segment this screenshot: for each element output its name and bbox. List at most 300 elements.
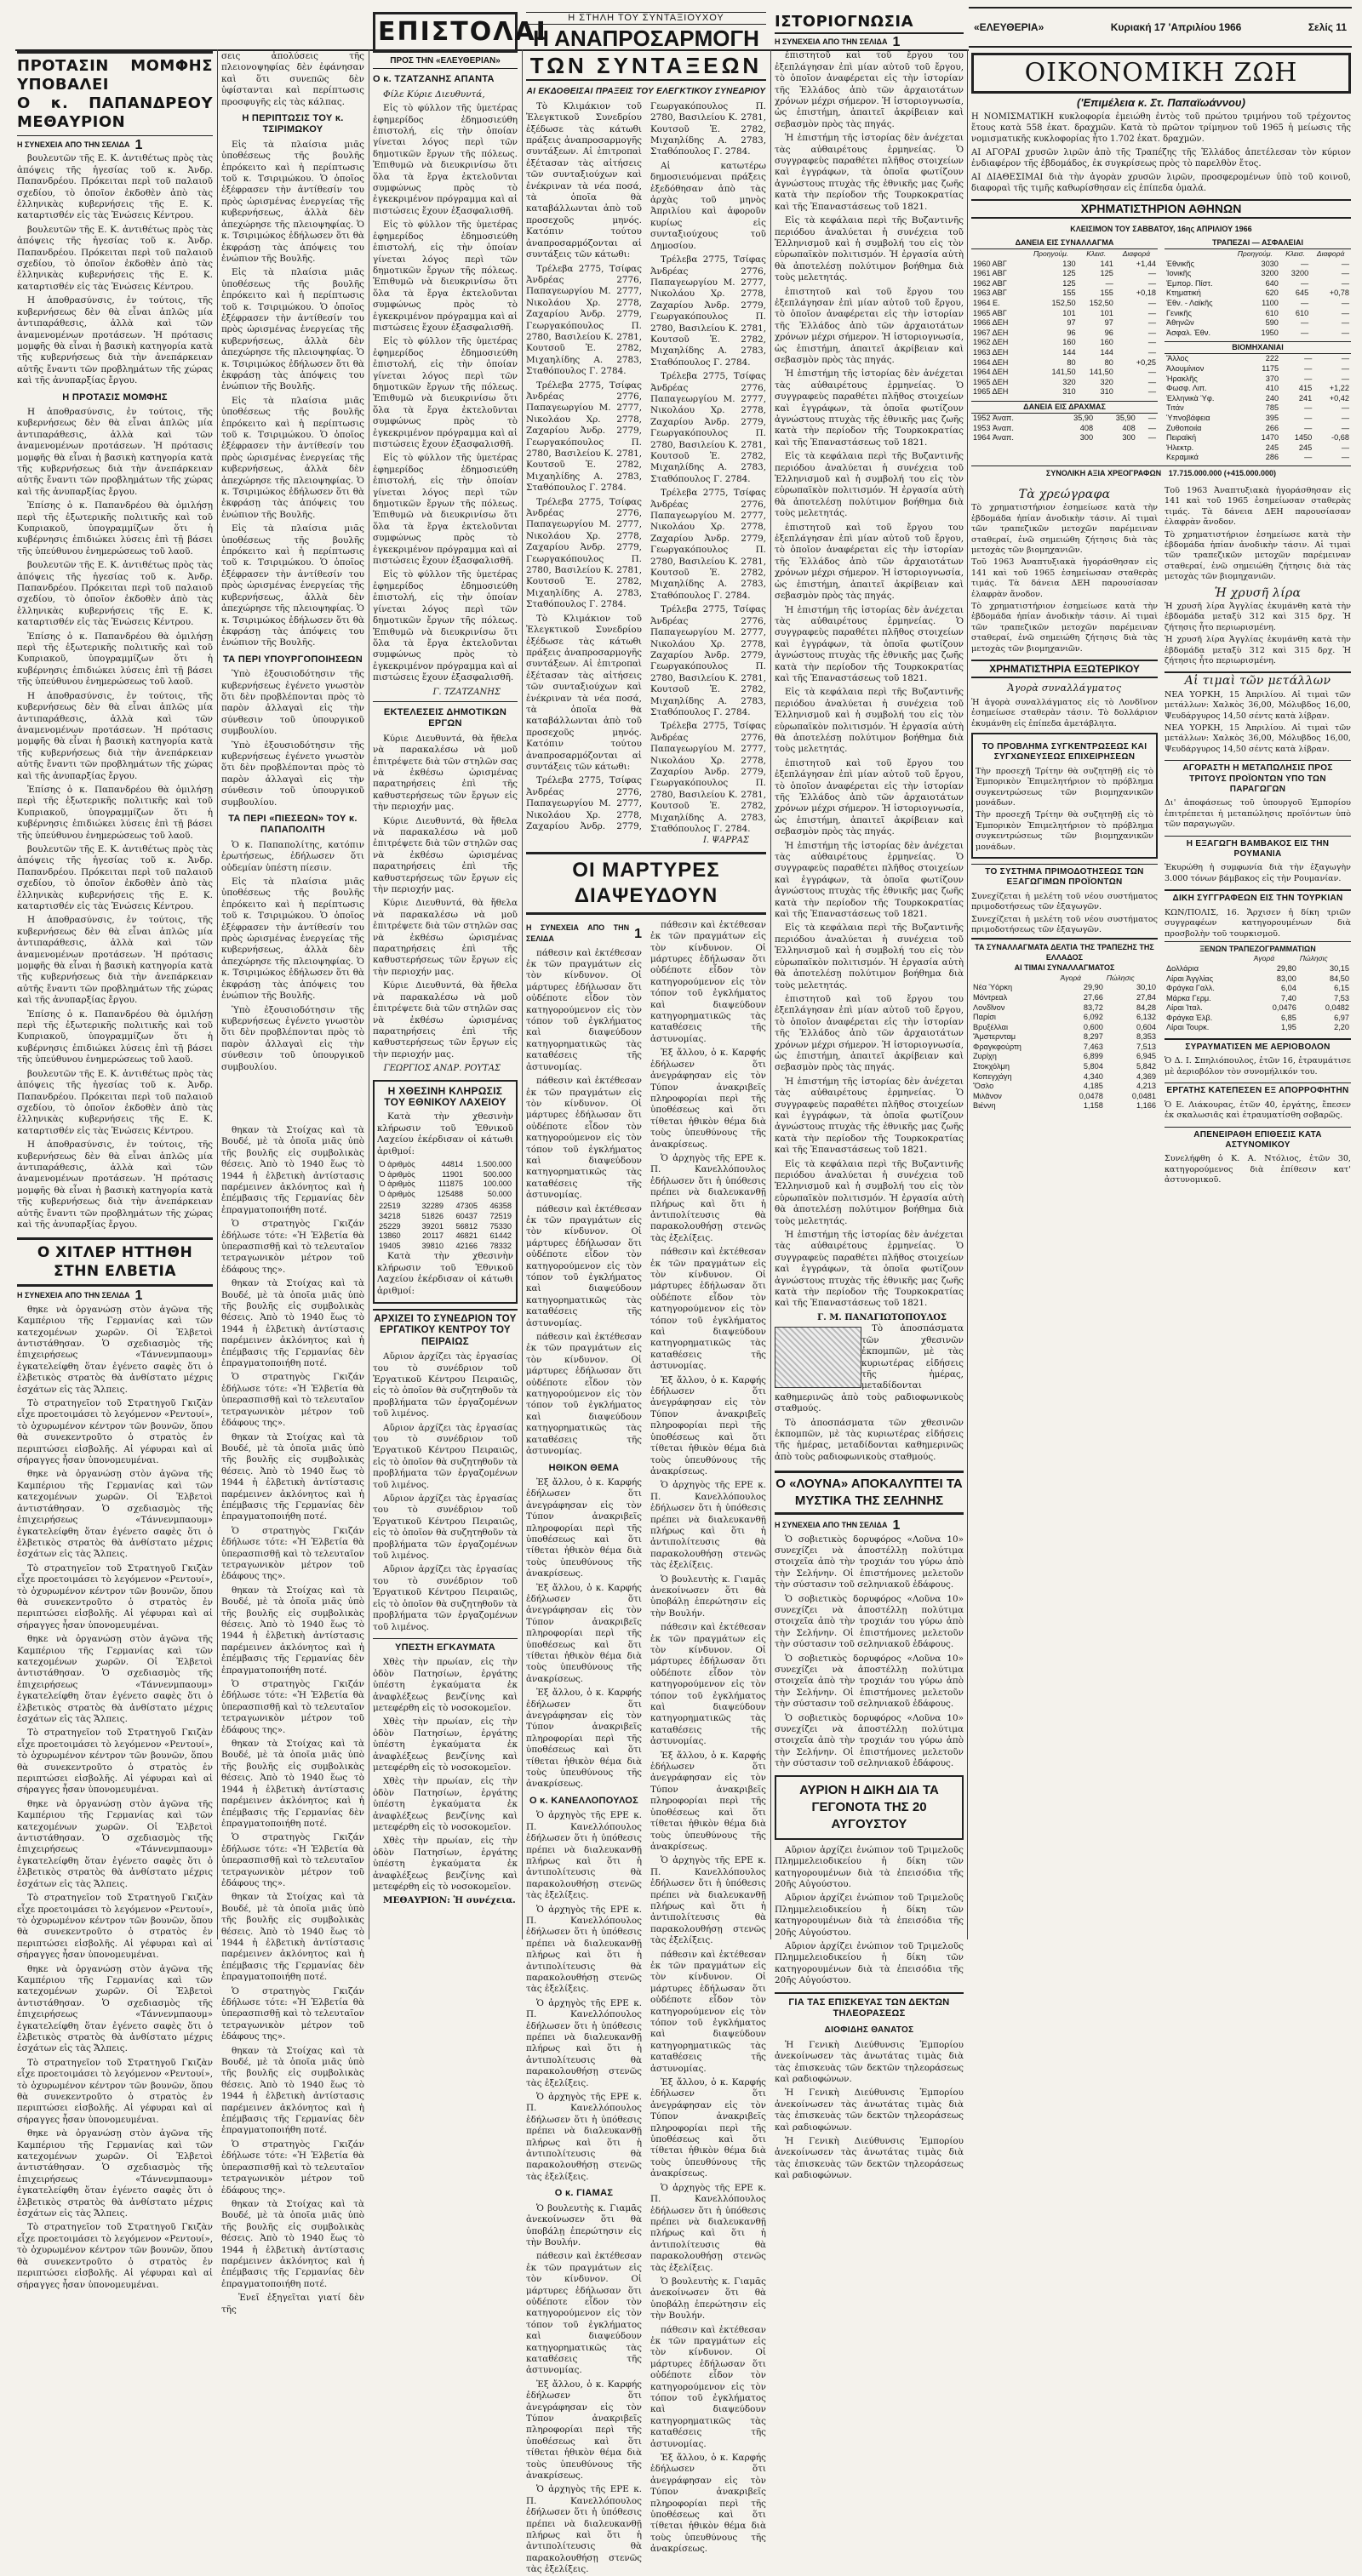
bank-row — [1165, 318, 1351, 328]
table-cell: +1,22 — [1329, 384, 1349, 393]
table-cell: 286 — [1265, 453, 1279, 462]
article-paragraph: βουλευτῶν τῆς Ε. Κ. ἀντιθέτως πρὸς τὰς ἀπόψεις τῆς ἡγεσίας τοῦ κ. Ἀνδρ. Παπανδρέου. Πρόκειται περὶ τοῦ παλαιοῦ σχεδίου, τὸ ὁποῖον ἐκδοθὲν ἀπὸ τὰς ἑλληνικὰς κυβερνήσεις τῆς Ε. Κ. καταρτισθέν εἰς τὰς Ἑνώσεις Κέντρου. — [17, 560, 213, 628]
table-header-cell: Διαφορά — [1122, 249, 1151, 258]
cotton-export-title: Η ΕΞΑΓΩΓΗ ΒΑΜΒΑΚΟΣ ΕΙΣ ΤΗΝ ΡΟΥΜΑΝΙΑ — [1165, 836, 1351, 860]
table-cell: 39810 — [421, 1241, 444, 1250]
table-cell: 39201 — [421, 1221, 444, 1231]
table-cell: 1961 ΑΒΓ — [973, 269, 1007, 278]
table-cell: 60437 — [455, 1211, 478, 1220]
loans-title: ΔΑΝΕΙΑ ΕΙΣ ΣΥΝΑΛΛΑΓΜΑ — [971, 237, 1158, 249]
table-cell: 1175 — [1262, 363, 1279, 373]
table-cell: -0,68 — [1331, 433, 1349, 443]
table-cell: Φωσφ. Λιπ. — [1166, 384, 1207, 393]
economy-paragraph: Ὁ Ε. Λιάκουρας, ἐτῶν 40, ἐργάτης, ἔπεσεν ἐκ σκαλωσιᾶς καὶ ἐτραυματίσθη σοβαρῶς. — [1165, 1100, 1351, 1121]
loan-row — [971, 260, 1158, 270]
table-cell: 3030 — [1261, 259, 1279, 268]
continued-from-note: Η ΣΥΝΕΧΕΙΑ ΑΠΟ ΤΗΝ ΣΕΛΙΔΑ 1 — [17, 138, 143, 152]
fx-row — [971, 1052, 1158, 1062]
economy-lower — [971, 484, 1351, 1188]
table-cell: Βιέννη — [973, 1101, 996, 1111]
table-cell: 29,80 — [1276, 963, 1296, 973]
article-paragraph: Ὁ ἀρχηγὸς τῆς ΕΡΕ κ. Π. Κανελλόπουλος ἐδήλωσεν ὅτι ἡ ὑπόθεσις πρέπει νὰ διαλευκανθῇ πλήρως καὶ ὅτι ἡ ἀντιπολίτευσις θὰ παρακολουθήσῃ στενῶς τὰς ἐξελίξεις. — [526, 1810, 642, 1901]
table-cell: Ἐθν. - Λαϊκῆς — [1166, 298, 1213, 307]
table-header-cell: Κλεισ. — [1285, 249, 1306, 258]
table-cell: 160 — [1100, 338, 1113, 347]
table-cell: 0,0481 — [1131, 1091, 1156, 1100]
turnover-label: ΣΥΝΟΛΙΚΗ ΑΞΙΑ ΧΡΕΟΓΡΑΦΩΝ — [1045, 468, 1162, 477]
table-cell: Γενικῆς — [1166, 308, 1192, 317]
table-cell: Μόντρεαλ — [973, 992, 1008, 1002]
table-cell: Νέα Ὑόρκη — [973, 983, 1013, 992]
table-cell: 7,53 — [1334, 993, 1349, 1002]
subheading: ΤΑ ΠΕΡΙ «ΠΙΕΣΕΩΝ» ΤΟΥ κ. ΠΑΠΑΠΟΛΙΤΗ — [228, 814, 358, 836]
economy-title: ΟΙΚΟΝΟΜΙΚΗ ΖΩΗ — [1024, 58, 1298, 88]
gold-title: Ἡ χρυσῆ λίρα — [1214, 585, 1302, 600]
fx-row — [971, 1003, 1158, 1014]
table-cell: 78332 — [489, 1241, 512, 1250]
fx-market-title: Ἀγορὰ συναλλάγματος — [1007, 683, 1122, 694]
table-cell: 370 — [1265, 374, 1279, 383]
fx-row — [971, 1013, 1158, 1023]
fx-subtitle: ΑΙ ΤΙΜΑΙ ΣΥΝΑΛΛΑΓΜΑΤΟΣ — [1014, 963, 1115, 973]
table-cell: 3200 — [1261, 269, 1279, 278]
table-cell: 1965 ΔΕΗ — [973, 377, 1009, 386]
table-cell: 610 — [1295, 308, 1309, 317]
table-header-cell: Πώλησις — [1106, 973, 1135, 982]
article-paragraph: Αὔριον ἀρχίζει ἐνώπιον τοῦ Τριμελοῦς Πλημμελειοδικείου ἡ δίκη τῶν κατηγορουμένων διὰ τὰ ἐπεισόδια τῆς 20ῆς Αὐγούστου. — [775, 1893, 964, 1938]
table-cell: 46358 — [489, 1202, 512, 1211]
table-cell: — — [1341, 269, 1349, 278]
article-paragraph: Αὔριον ἀρχίζει τὰς ἐργασίας του τὸ συνέδριον τοῦ Ἐργατικοῦ Κέντρου Πειραιῶς, εἰς τὸ ὁποῖον θὰ συζητηθοῦν τὰ προβλήματα τῶν ἐργαζομένων τοῦ λιμένος. — [373, 1564, 518, 1632]
article-paragraph: πάθεσιν καὶ ἐκτέθεσαν ἐκ τῶν πραγμάτων εἰς τὸν κίνδυνον. Οἱ μάρτυρες ἐδήλωσαν ὅτι οὐδέποτε εἶδον τὸν κατηγορούμενον εἰς τὸν τόπον τοῦ ἐγκλήματος καὶ διαψεύδουν κατηγορηματικῶς τὰς καταθέσεις τῆς ἀστυνομίας. — [650, 1247, 766, 1372]
table-cell: — — [1147, 368, 1156, 377]
economy-paragraph: Ὁ Δ. Ι. Σπηλιόπουλος, ἐτῶν 16, ἐτραυμάτισε μὲ ἀεριοβόλον τὸν συνομήλικόν του. — [1165, 1056, 1351, 1077]
lottery-title: Η ΧΘΕΣΙΝΗ ΚΛΗΡΩΣΙΣ ΤΟΥ ΕΘΝΙΚΟΥ ΛΑΧΕΙΟΥ — [384, 1084, 506, 1108]
table-cell: 408 — [1122, 423, 1136, 432]
table-cell: 2,20 — [1334, 1023, 1349, 1032]
table-header-cell — [1165, 954, 1252, 964]
table-cell: 72519 — [489, 1211, 512, 1220]
table-cell: 11901 — [442, 1169, 464, 1179]
table-cell: — — [1301, 259, 1309, 268]
table-cell: 96 — [1104, 328, 1113, 337]
bank-row — [1165, 260, 1351, 270]
table-header-row — [1165, 249, 1351, 260]
article-paragraph: Τρέλεβα 2775, Τσίφας Ἀνδρέας 2776, Παπαγεωργίου Μ. 2777, Νικολάου Χρ. 2778, Ζαχαρίου Ἀνδρ. 2779, Γεωργακόπουλος Π. 2780, Βασιλείου Κ. 2781, Κουτσοῦ Ἐ. 2782, Μιχαηλίδης Α. 2783, Σταθόπουλος Γ. 2784. — [526, 496, 642, 610]
article-paragraph: Εἰς τὸ φύλλον τῆς ὑμετέρας ἐφημερίδος ἐδημοσιεύθη ἐπιστολή, εἰς τὴν ὁποίαν γίνεται λόγος περὶ τῶν δημοτικῶν ἔργων τῆς πόλεως. Ἐπιθυμῶ νὰ διευκρινίσω ὅτι ὅλα τὰ ἔργα ἐκτελοῦνται συμφώνως πρὸς τὸ ἐγκεκριμένον πρόγραμμα καὶ αἱ πιστώσεις ἔχουν ἐξασφαλισθῆ. — [373, 336, 518, 449]
table-cell: 141,50 — [1051, 368, 1076, 377]
foreign-exchanges-title: ΧΡΗΜΑΤΙΣΤΗΡΙΑ ΕΞΩΤΕΡΙΚΟΥ — [971, 660, 1158, 678]
article-paragraph: Αὔριον ἀρχίζει τὰς ἐργασίας του τὸ συνέδριον τοῦ Ἐργατικοῦ Κέντρου Πειραιῶς, εἰς τὸ ὁποῖον θὰ συζητηθοῦν τὰ προβλήματα τῶν ἐργαζομένων τοῦ λιμένος. — [373, 1494, 518, 1562]
witnesses-body — [526, 920, 766, 2576]
pensioner-kicker: Η ΣΤΗΛΗ ΤΟΥ ΣΥΝΤΑΞΙΟΥΧΟΥ — [526, 12, 766, 25]
table-cell: 97 — [1104, 318, 1113, 328]
article-paragraph: Ἡ ἐπιστήμη τῆς ἱστορίας δὲν ἀνέχεται τὰς αὐθαιρέτους ἑρμηνείας. Ὁ συγγραφεὺς παραθέτει πλῆθος στοιχείων καὶ ἐγγράφων, τὰ ὁποῖα φωτίζουν ἀγνώστους πτυχὰς τῆς ἐθνικῆς μας ζωῆς κατὰ τὴν περίοδον τῆς Τουρκοκρατίας καὶ τῆς Ἐπαναστάσεως τοῦ 1821. — [775, 133, 964, 212]
table-cell: 1962 ΔΕΗ — [973, 338, 1009, 347]
article-paragraph: Εἰς τὰ πλαίσια μιᾶς ὑποθέσεως τῆς βουλῆς ἐπρόκειτο καὶ ἡ περίπτωσις τοῦ κ. Τσιριμώκου. Ὁ ὁποῖος ἐξέφρασεν τὴν ἀντίθεσίν του πρὸς ὡρισμένας ἐνεργείας τῆς κυβερνήσεως, ἀλλὰ δὲν ἀπεχώρησε τῆς πλειοψηφίας. Ὁ κ. Τσιριμώκος ἐδήλωσεν ὅτι θὰ ἐκφράσῃ τὰς ἀπόψεις του ἐνώπιον τῆς Βουλῆς. — [221, 395, 364, 520]
table-cell: — — [1341, 318, 1349, 328]
column-rule — [770, 49, 771, 1939]
economy-editor: ('Επιμέλεια κ. Στ. Παπαϊωάννου) — [1077, 96, 1245, 109]
headline-witnesses-deny: ΟΙ ΜΑΡΤΥΡΕΣ ΔΙΑΨΕΥΔΟΥΝ — [572, 858, 720, 907]
article-paragraph: Ὁ βουλευτὴς κ. Γιαμᾶς ἀνεκοίνωσεν ὅτι θὰ ὑποβάλῃ ἐπερώτησιν εἰς τὴν Βουλήν. — [650, 1574, 766, 1619]
economy-paragraph: Ἡ χρυσῆ λίρα Ἀγγλίας ἐκυμάνθη κατὰ τὴν ἑβδομάδα μεταξὺ 312 καὶ 315 δρχ. Ἡ ζήτησις ἦτο περιωρισμένη. — [1165, 601, 1351, 632]
table-cell: 1962 ΑΒΓ — [973, 278, 1007, 288]
article-paragraph: θηκε νὰ ὀργανώσῃ στὸν ἀγῶνα τῆς Καμπέριου τῆς Γερμανίας καὶ τῶν κατεχομένων χωρῶν. Οἱ Ἐλβετοὶ ἀντιστάθησαν. Ὁ σχεδιασμὸς τῆς ἐπιχειρήσεως «Τάννενμπαουμ» ἐγκατελείφθη ὅταν ἐγένετο σαφὲς ὅτι ὁ ἐλβετικὸς στρατὸς θὰ ἀνθίστατο μέχρις ἐσχάτων εἰς τὰς Ἄλπεις. — [17, 1963, 213, 2054]
article-paragraph: Ὁ ἀρχηγὸς τῆς ΕΡΕ κ. Π. Κανελλόπουλος ἐδήλωσεν ὅτι ἡ ὑπόθεσις πρέπει νὰ διαλευκανθῇ πλήρως καὶ ὅτι ἡ ἀντιπολίτευσις θὰ παρακολουθήσῃ στενῶς τὰς ἐξελίξεις. — [650, 2182, 766, 2273]
table-cell: 1,158 — [1083, 1101, 1103, 1111]
table-cell: 130 — [1062, 259, 1076, 268]
article-paragraph: Εἰς τὰ κεφάλαια περὶ τῆς Βυζαντινῆς περιόδου ἀναλύεται ἡ συνέχεια τοῦ Ἑλληνισμοῦ καὶ ἡ συμβολή του εἰς τὸν εὐρωπαϊκὸν πολιτισμόν. Ἡ ἐργασία αὐτὴ θὰ ἀποτελέσῃ πολύτιμον βοήθημα διὰ τοὺς μελετητάς. — [775, 1158, 964, 1226]
table-cell: — — [1341, 328, 1349, 337]
bank-row — [1165, 299, 1351, 309]
table-cell: — — [1304, 374, 1313, 383]
article-paragraph: θηκαν τὰ Στοίχας καὶ τὰ Βουδέ, μὲ τὰ ὁποῖα μιᾶς ὑπὸ τῆς βουλῆς εἰς συμβολικὰς θέσεις. Ἀπὸ τὸ 1940 ἕως τὸ 1944 ἡ ἐλβετικὴ ἀντίστασις παρέμεινεν ἀκλόνητος καὶ ἡ ἐπέμβασις τῆς Γερμανίας δὲν ἐπραγματοποιήθη ποτέ. — [221, 1278, 364, 1369]
letter-title: ΕΚΤΕΛΕΣΕΙΣ ΔΗΜΟΤΙΚΩΝ ΕΡΓΩΝ — [383, 706, 507, 729]
table-cell: Ζυρίχη — [973, 1052, 997, 1061]
table-cell: 125 — [1062, 269, 1076, 278]
table-cell: — — [1304, 403, 1313, 413]
footer-note: Ἐνεῖ ἐξηγεῖται γιατί δὲν τῆς — [221, 2293, 364, 2315]
fx-table — [971, 974, 1158, 1111]
continued-from-note: Η ΣΥΝΕΧΕΙΑ ΑΠΟ ΤΗΝ ΣΕΛΙΔΑ 1 — [17, 1288, 143, 1304]
article-paragraph: Ἡ ἐπιστήμη τῆς ἱστορίας δὲν ἀνέχεται τὰς αὐθαιρέτους ἑρμηνείας. Ὁ συγγραφεὺς παραθέτει πλῆθος στοιχείων καὶ ἐγγράφων, τὰ ὁποῖα φωτίζουν ἀγνώστους πτυχὰς τῆς ἐθνικῆς μας ζωῆς κατὰ τὴν περίοδον τῆς Τουρκοκρατίας καὶ τῆς Ἐπαναστάσεως τοῦ 1821. — [775, 1230, 964, 1309]
table-cell: 1963 ΔΕΗ — [973, 347, 1009, 357]
headline-trial: ΑΥΡΙΟΝ Η ΔΙΚΗ ΔΙΑ ΤΑ ΓΕΓΟΝΟΤΑ ΤΗΣ 20 ΑΥΓΟΥΣΤΟΥ — [799, 1782, 939, 1831]
industry-row — [1165, 443, 1351, 454]
article-paragraph: Η ἀποθρασύνσις, ἐν τούτοις, τῆς κυβερνήσεως δὲν θὰ εἶναι ἁπλῶς μία ἀντιπαράθεσις, ἀλλὰ καὶ τῶν ἀναμενομένων προτάσεων. Ἡ πρότασις μομφῆς θὰ εἶναι ἡ βασικὴ κατηγορία κατὰ τῆς κυβερνήσεως διὰ τὴν ἀνεπάρκειαν αὐτῆς ἔναντι τῶν προβλημάτων τῆς χώρας καὶ τῆς ἀνυπαρξίας ἔργου. — [17, 690, 213, 781]
economy-paragraph: Η ΝΟΜΙΣΜΑΤΙΚΗ κυκλοφορία ἐμειώθη ἐντὸς τοῦ πρώτου τριμήνου τοῦ τρέχοντος ἔτους κατὰ 558 ἑκατ. δραχμῶν. Κατὰ τὸ πρῶτον τρίμηνον τοῦ 1965 ἡ μείωσις τῆς νομισματικῆς κυκλοφορίας ἦτο 1.702 ἑκατ. δραχμῶν. — [971, 112, 1351, 144]
table-cell: 1,95 — [1280, 1023, 1296, 1032]
article-paragraph: θηκαν τὰ Στοίχας καὶ τὰ Βουδέ, μὲ τὰ ὁποῖα μιᾶς ὑπὸ τῆς βουλῆς εἰς συμβολικὰς θέσεις. Ἀπὸ τὸ 1940 ἕως τὸ 1944 ἡ ἐλβετικὴ ἀντίστασις παρέμεινεν ἀκλόνητος καὶ ἡ ἐπέμβασις τῆς Γερμανίας δὲν ἐπραγματοποιήθη ποτέ. — [221, 1124, 364, 1215]
table-cell: Μάρκα Γερμ. — [1166, 993, 1211, 1002]
table-cell: 1.500.000 — [477, 1159, 512, 1168]
table-cell: Ἠλεκτρ. — [1166, 443, 1194, 452]
article-paragraph: Ἐξ ἄλλου, ὁ κ. Καρφής ἐδήλωσεν ὅτι ἀνεγράφησαν εἰς τὸν Τύπον ἀνακριβεῖς πληροφορίαι περὶ τῆς ὑποθέσεως καὶ ὅτι τίθεται ἠθικὸν θέμα διὰ τοὺς ὑπευθύνους τῆς ἀνακρίσεως. — [526, 1582, 642, 1684]
table-cell: Δολλάρια — [1166, 963, 1199, 973]
table-cell: 34218 — [379, 1211, 401, 1220]
table-cell: Κεραμικά — [1166, 453, 1199, 462]
loans-table — [971, 249, 1158, 397]
table-cell: 266 — [1265, 423, 1279, 432]
table-cell: — — [1341, 413, 1349, 422]
table-cell: 7,40 — [1280, 993, 1296, 1002]
industry-table — [1165, 354, 1351, 463]
table-cell: Ὁ ἀριθμὸς — [379, 1169, 415, 1179]
table-cell: Παρίσι — [973, 1013, 996, 1022]
table-cell: 1960 ΑΒΓ — [973, 259, 1007, 268]
table-cell: 19405 — [379, 1241, 401, 1250]
article-paragraph: πάθεσιν καὶ ἐκτέθεσαν ἐκ τῶν πραγμάτων εἰς τὸν κίνδυνον. Οἱ μάρτυρες ἐδήλωσαν ὅτι οὐδέποτε εἶδον τὸν κατηγορούμενον εἰς τὸν τόπον τοῦ ἐγκλήματος καὶ διαψεύδουν κατηγορηματικῶς τὰς καταθέσεις τῆς ἀστυνομίας. — [650, 1622, 766, 1747]
table-cell: Ἰονικῆς — [1166, 269, 1192, 278]
loan-row — [971, 318, 1158, 328]
worker-fall-title: ΕΡΓΑΤΗΣ ΚΑΤΕΠΕΣΕΝ ΕΞ ΑΠΟΡΡΟΦΗΤΗΝ — [1165, 1082, 1351, 1096]
article-paragraph: θηκαν τὰ Στοίχας καὶ τὰ Βουδέ, μὲ τὰ ὁποῖα μιᾶς ὑπὸ τῆς βουλῆς εἰς συμβολικὰς θέσεις. Ἀπὸ τὸ 1940 ἕως τὸ 1944 ἡ ἐλβετικὴ ἀντίστασις παρέμεινεν ἀκλόνητος καὶ ἡ ἐπέμβασις τῆς Γερμανίας δὲν ἐπραγματοποιήθη ποτέ. — [221, 1585, 364, 1676]
table-cell: 6,04 — [1280, 984, 1296, 993]
table-header-cell: Ἀγορά — [1253, 954, 1275, 963]
article-paragraph: Ἐξ ἄλλου, ὁ κ. Καρφής ἐδήλωσεν ὅτι ἀνεγράφησαν εἰς τὸν Τύπον ἀνακριβεῖς πληροφορίαι περὶ τῆς ὑποθέσεως καὶ ὅτι τίθεται ἠθικὸν θέμα διὰ τοὺς ὑπευθύνους τῆς ἀνακρίσεως. — [650, 1374, 766, 1476]
article-paragraph: Ὑπὸ ἐξουσιοδότησιν τῆς κυβερνήσεως ἐγένετο γνωστὸν ὅτι δὲν προβλέπονται πρὸς τὸ παρὸν ἀλλαγαὶ εἰς τὴν σύνθεσιν τοῦ ὑπουργικοῦ συμβουλίου. — [221, 669, 364, 737]
table-cell: 7,463 — [1083, 1042, 1103, 1051]
article-paragraph: Ὁ στρατηγὸς Γκιζάν ἐδήλωσε τότε: «Ἡ Ἐλβετία θὰ ὑπερασπισθῇ καὶ τὸ τελευταῖον τετραγωνικὸν μέτρον τοῦ ἐδάφους της». — [221, 1985, 364, 2042]
article-paragraph: Ὁ σοβιετικὸς δορυφόρος «Λοῦνα 10» συνεχίζει νὰ ἀποστέλλῃ πολύτιμα στοιχεῖα ἀπὸ τὴν τροχιάν του γύρω ἀπὸ τὴν Σελήνην. Οἱ ἐπιστήμονες μελετοῦν τὴν σύστασιν τοῦ σεληνιακοῦ ἐδάφους. — [775, 1534, 964, 1591]
table-cell: — — [1147, 433, 1156, 443]
banknotes-table — [1165, 954, 1351, 1033]
table-cell: +0,42 — [1329, 393, 1349, 403]
article-signature: Γ. Μ. ΠΑΝΑΓΙΩΤΟΠΟΥΛΟΣ — [817, 1312, 947, 1322]
table-cell: — — [1147, 298, 1156, 307]
industry-row — [1165, 354, 1351, 364]
fx-row — [971, 1082, 1158, 1092]
table-cell: 42166 — [455, 1241, 478, 1250]
article-paragraph: βουλευτῶν τῆς Ε. Κ. ἀντιθέτως πρὸς τὰς ἀπόψεις τῆς ἡγεσίας τοῦ κ. Ἀνδρ. Παπανδρέου. Πρόκειται περὶ τοῦ παλαιοῦ σχεδίου, τὸ ὁποῖον ἐκδοθὲν ἀπὸ τὰς ἑλληνικὰς κυβερνήσεις τῆς Ε. Κ. καταρτισθέν εἰς τὰς Ἑνώσεις Κέντρου. — [17, 153, 213, 221]
metals-title: Αἱ τιμαὶ τῶν μετάλλων — [1165, 671, 1351, 686]
economy-paragraph: Τοῦ 1963 Ἀναπτυξιακὰ ἠγοράσθησαν εἰς 141 καὶ τοῦ 1965 ἐσημείωσαν σταθερὰς τιμάς. Τὰ δάνεια ΔΕΗ παρουσίασαν ἐλαφρὰν ἄνοδον. — [1165, 485, 1351, 528]
bonds-title: Τὰ χρεώγραφα — [1018, 487, 1111, 501]
table-cell: Ὁ ἀριθμὸς — [379, 1189, 415, 1198]
table-cell: 111875 — [438, 1179, 464, 1189]
table-cell: Ἄμστερνταμ — [973, 1032, 1016, 1042]
table-cell: 22519 — [379, 1202, 401, 1211]
table-cell: 245 — [1298, 443, 1313, 452]
continued-from-note: Η ΣΥΝΕΧΕΙΑ ΑΠΟ ΤΗΝ ΣΕΛΙΔΑ 1 — [775, 35, 901, 49]
article-paragraph: Χθὲς τὴν πρωίαν, εἰς τὴν ὁδὸν Πατησίων, ἐργάτης ὑπέστη ἐγκαύματα ἐκ ἀναφλέξεως βενζίνης καὶ μετεφέρθη εἰς τὸ νοσοκομεῖον. — [373, 1716, 518, 1773]
article-paragraph: Ὁ σοβιετικὸς δορυφόρος «Λοῦνα 10» συνεχίζει νὰ ἀποστέλλῃ πολύτιμα στοιχεῖα ἀπὸ τὴν τροχιάν του γύρω ἀπὸ τὴν Σελήνην. Οἱ ἐπιστήμονες μελετοῦν τὴν σύστασιν τοῦ σεληνιακοῦ ἐδάφους. — [775, 1653, 964, 1710]
table-cell: — — [1341, 403, 1349, 413]
fx-row — [971, 983, 1158, 993]
article-paragraph: ἐπιστητοῦ καὶ τοῦ ἔργου του ἐξεπλάγησαν ἐπὶ μίαν αὐτοῦ τοῦ ἔργου, τὸ ὁποῖον ἀναφέρεται εἰς τὴν ἱστορίαν τῆς Ἑλλάδος ἀπὸ τῶν ἀρχαιοτάτων χρόνων μέχρι σήμερον. Ἡ ἱστοριογνωσία, ὡς ἐπιστήμη, ἀπαιτεῖ ἀκρίβειαν καὶ σεβασμὸν πρὸς τὰς πηγάς. — [775, 50, 964, 129]
table-cell: Πειραϊκή — [1166, 433, 1197, 443]
table-cell: — — [1147, 423, 1156, 432]
banknote-row — [1165, 1014, 1351, 1024]
article-paragraph: Ὁ ἀρχηγὸς τῆς ΕΡΕ κ. Π. Κανελλόπουλος ἐδήλωσεν ὅτι ἡ ὑπόθεσις πρέπει νὰ διαλευκανθῇ πλήρως καὶ ὅτι ἡ ἀντιπολίτευσις θὰ παρακολουθήσῃ στενῶς τὰς ἐξελίξεις. — [526, 1997, 642, 2088]
bank-row — [1165, 269, 1351, 279]
lottery-row — [377, 1190, 513, 1200]
article-paragraph: Τὸ ἀποσπάσματα τῶν χθεσινῶν ἐκπομπῶν, μὲ τὰς κυριωτέρας εἰδήσεις τῆς ἡμέρας, μεταδίδονται καθημερινῶς ἀπὸ τοὺς ραδιοφωνικοὺς σταθμούς. — [775, 1323, 964, 1414]
table-cell: 0,0482 — [1325, 1003, 1349, 1013]
table-cell: 30,10 — [1136, 983, 1156, 992]
economy-paragraph: Ἡ ἀγορὰ συναλλάγματος εἰς τὸ Λονδῖνον ἐσημείωσε σταθερὰν τάσιν. Τὸ δολλάριον ἐκυμάνθη εἰς ἐπίπεδα ἀμετάβλητα. — [971, 697, 1158, 728]
table-cell: 100.000 — [483, 1179, 512, 1189]
table-cell: — — [1147, 308, 1156, 317]
table-cell: +1,44 — [1136, 259, 1156, 268]
fx-row — [971, 1072, 1158, 1082]
table-cell: — — [1301, 298, 1309, 307]
table-cell: Ὄσλο — [973, 1082, 994, 1091]
issue-date: Κυριακή 17 'Απριλίου 1966 — [1110, 21, 1242, 33]
column-5 — [775, 12, 964, 2181]
article-paragraph: Εἰς τὰ κεφάλαια περὶ τῆς Βυζαντινῆς περιόδου ἀναλύεται ἡ συνέχεια τοῦ Ἑλληνισμοῦ καὶ ἡ συμβολή του εἰς τὸν εὐρωπαϊκὸν πολιτισμόν. Ἡ ἐργασία αὐτὴ θὰ ἀποτελέσῃ πολύτιμον βοήθημα διὰ τοὺς μελετητάς. — [775, 215, 964, 283]
table-cell: 310 — [1100, 387, 1113, 397]
premium-system-title: ΤΟ ΣΥΣΤΗΜΑ ΠΡΙΜΟΔΟΤΗΣΕΩΣ ΤΩΝ ΕΞΑΓΩΓΙΜΩΝ ΠΡΟΪΟΝΤΩΝ — [971, 864, 1158, 888]
table-cell: — — [1341, 298, 1349, 307]
table-cell: — — [1301, 318, 1309, 328]
pensions-body — [526, 101, 766, 836]
table-cell: 51826 — [421, 1211, 444, 1220]
article-paragraph: Ἡ ἐπιστήμη τῆς ἱστορίας δὲν ἀνέχεται τὰς αὐθαιρέτους ἑρμηνείας. Ὁ συγγραφεὺς παραθέτει πλῆθος στοιχείων καὶ ἐγγράφων, τὰ ὁποῖα φωτίζουν ἀγνώστους πτυχὰς τῆς ἐθνικῆς μας ζωῆς κατὰ τὴν περίοδον τῆς Τουρκοκρατίας καὶ τῆς Ἐπαναστάσεως τοῦ 1821. — [775, 1076, 964, 1156]
table-cell: 1964 Ε. — [973, 298, 1000, 307]
table-cell: Ὑπνοβάφεια — [1166, 413, 1210, 422]
article-paragraph: βουλευτῶν τῆς Ε. Κ. ἀντιθέτως πρὸς τὰς ἀπόψεις τῆς ἡγεσίας τοῦ κ. Ἀνδρ. Παπανδρέου. Πρόκειται περὶ τοῦ παλαιοῦ σχεδίου, τὸ ὁποῖον ἐκδοθὲν ἀπὸ τὰς ἑλληνικὰς κυβερνήσεις τῆς Ε. Κ. καταρτισθέν εἰς τὰς Ἑνώσεις Κέντρου. — [17, 1068, 213, 1136]
article-paragraph: Χθὲς τὴν πρωίαν, εἰς τὴν ὁδὸν Πατησίων, ἐργάτης ὑπέστη ἐγκαύματα ἐκ ἀναφλέξεως βενζίνης καὶ μετεφέρθη εἰς τὸ νοσοκομεῖον. — [373, 1657, 518, 1713]
table-cell: 245 — [1265, 443, 1279, 452]
article-paragraph: Ὁ στρατηγὸς Γκιζάν ἐδήλωσε τότε: «Ἡ Ἐλβετία θὰ ὑπερασπισθῇ καὶ τὸ τελευταῖον τετραγωνικὸν μέτρον τοῦ ἐδάφους της». — [221, 1219, 364, 1275]
table-cell: 46821 — [455, 1231, 478, 1241]
table-cell: 83,00 — [1276, 974, 1296, 983]
lunar-probe-illustration — [775, 1327, 861, 1388]
luna-headline-box — [775, 1471, 964, 1515]
article-paragraph: Τρέλεβα 2775, Τσίφας Ἀνδρέας 2776, Παπαγεωργίου Μ. 2777, Νικολάου Χρ. 2778, Ζαχαρίου Ἀνδρ. 2779, Γεωργακόπουλος Π. 2780, Βασιλείου Κ. 2781, Κουτσοῦ Ἐ. 2782, Μιχαηλίδης Α. 2783, Σταθόπουλος Γ. 2784. — [526, 263, 642, 377]
table-cell: Ἡρακλῆς — [1166, 374, 1198, 383]
article-paragraph: Ἐξ ἄλλου, ὁ κ. Καρφής ἐδήλωσεν ὅτι ἀνεγράφησαν εἰς τὸν Τύπον ἀνακριβεῖς πληροφορίαι περὶ τῆς ὑποθέσεως καὶ ὅτι τίθεται ἠθικὸν θέμα διὰ τοὺς ὑπευθύνους τῆς ἀνακρίσεως. — [526, 1688, 642, 1790]
hitler-headline-box — [17, 1237, 213, 1287]
article-paragraph: Εἰς τὰ πλαίσια μιᾶς ὑποθέσεως τῆς βουλῆς ἐπρόκειτο καὶ ἡ περίπτωσις τοῦ κ. Τσιριμώκου. Ὁ ὁποῖος ἐξέφρασεν τὴν ἀντίθεσίν του πρὸς ὡρισμένας ἐνεργείας τῆς κυβερνήσεως, ἀλλὰ δὲν ἀπεχώρησε τῆς πλειοψηφίας. Ὁ κ. Τσιριμώκος ἐδήλωσεν ὅτι θὰ ἐκφράσῃ τὰς ἀπόψεις του ἐνώπιον τῆς Βουλῆς. — [221, 523, 364, 648]
article-paragraph: πάθεσιν καὶ ἐκτέθεσαν ἐκ τῶν πραγμάτων εἰς τὸν κίνδυνον. Οἱ μάρτυρες ἐδήλωσαν ὅτι οὐδέποτε εἶδον τὸν κατηγορούμενον εἰς τὸν τόπον τοῦ ἐγκλήματος καὶ διαψεύδουν κατηγορηματικῶς τὰς καταθέσεις τῆς ἀστυνομίας. — [526, 947, 642, 1072]
table-cell: 35,90 — [1073, 413, 1094, 422]
table-cell: Κτηματική — [1166, 288, 1201, 298]
drachma-loans-title: ΔΑΝΕΙΑ ΕΙΣ ΔΡΑΧΜΑΣ — [971, 401, 1158, 414]
table-header-cell: Διαφορά — [1316, 249, 1345, 258]
table-cell: — — [1341, 308, 1349, 317]
article-paragraph: πάθεσιν καὶ ἐκτέθεσαν ἐκ τῶν πραγμάτων εἰς τὸν κίνδυνον. Οἱ μάρτυρες ἐδήλωσαν ὅτι οὐδέποτε εἶδον τὸν κατηγορούμενον εἰς τὸν τόπον τοῦ ἐγκλήματος καὶ διαψεύδουν κατηγορηματικῶς τὰς καταθέσεις τῆς ἀστυνομίας. — [650, 919, 766, 1044]
table-cell: 141 — [1100, 259, 1113, 268]
article-paragraph: Ὁ ἀρχηγὸς τῆς ΕΡΕ κ. Π. Κανελλόπουλος ἐδήλωσεν ὅτι ἡ ὑπόθεσις πρέπει νὰ διαλευκανθῇ πλήρως καὶ ὅτι ἡ ἀντιπολίτευσις θὰ παρακολουθήσῃ στενῶς τὰς ἐξελίξεις. — [526, 2092, 642, 2182]
table-cell: 80 — [1067, 357, 1076, 367]
table-cell: — — [1147, 318, 1156, 328]
table-cell: 1100 — [1262, 298, 1279, 307]
running-header-right — [969, 7, 1352, 48]
lottery-number-grid — [377, 1202, 513, 1251]
article-paragraph: βουλευτῶν τῆς Ε. Κ. ἀντιθέτως πρὸς τὰς ἀπόψεις τῆς ἡγεσίας τοῦ κ. Ἀνδρ. Παπανδρέου. Πρόκειται περὶ τοῦ παλαιοῦ σχεδίου, τὸ ὁποῖον ἐκδοθὲν ἀπὸ τὰς ἑλληνικὰς κυβερνήσεις τῆς Ε. Κ. καταρτισθέν εἰς τὰς Ἑνώσεις Κέντρου. — [17, 224, 213, 292]
table-cell: 1470 — [1261, 433, 1279, 443]
economy-paragraph: Συνελήφθη ὁ Κ. Α. Ντόλιος, ἐτῶν 30, κατηγορούμενος διὰ ἐπίθεσιν κατ' ἀστυνομικοῦ. — [1165, 1154, 1351, 1185]
loan-row — [971, 309, 1158, 319]
table-cell: Φράγκα Ἐλβ. — [1166, 1013, 1213, 1022]
table-cell: 300 — [1079, 433, 1094, 443]
article-paragraph: θηκαν τὰ Στοίχας καὶ τὰ Βουδέ, μὲ τὰ ὁποῖα μιᾶς ὑπὸ τῆς βουλῆς εἰς συμβολικὰς θέσεις. Ἀπὸ τὸ 1940 ἕως τὸ 1944 ἡ ἐλβετικὴ ἀντίστασις παρέμεινεν ἀκλόνητος καὶ ἡ ἐπέμβασις τῆς Γερμανίας δὲν ἐπραγματοποιήθη ποτέ. — [221, 1431, 364, 1522]
table-cell: — — [1304, 453, 1313, 462]
table-cell: +0,78 — [1329, 288, 1349, 298]
bank-row — [1165, 279, 1351, 289]
table-cell: — — [1147, 278, 1156, 288]
table-cell: 620 — [1265, 288, 1279, 298]
headline-burns: ΥΠΕΣΤΗ ΕΓΚΑΥΜΑΤΑ — [373, 1638, 518, 1654]
article-paragraph: Ὁ σοβιετικὸς δορυφόρος «Λοῦνα 10» συνεχίζει νὰ ἀποστέλλῃ πολύτιμα στοιχεῖα ἀπὸ τὴν τροχιάν του γύρω ἀπὸ τὴν Σελήνην. Οἱ ἐπιστήμονες μελετοῦν τὴν σύστασιν τοῦ σεληνιακοῦ ἐδάφους. — [775, 1593, 964, 1650]
economy-paragraph: Τοῦ 1963 Ἀναπτυξιακὰ ἠγοράσθησαν εἰς 141 καὶ τοῦ 1965 ἐσημείωσαν σταθερὰς τιμάς. Τὰ δάνεια ΔΕΗ παρουσίασαν ἐλαφρὰν ἄνοδον. — [971, 557, 1158, 599]
table-cell: — — [1304, 354, 1313, 363]
table-cell: Λονδῖνον — [973, 1002, 1005, 1012]
table-header-cell: Ἀγορά — [1060, 973, 1082, 982]
table-cell: 141,50 — [1089, 368, 1113, 377]
table-header-cell — [1165, 249, 1230, 260]
article-paragraph: θηκε νὰ ὀργανώσῃ στὸν ἀγῶνα τῆς Καμπέριου τῆς Γερμανίας καὶ τῶν κατεχομένων χωρῶν. Οἱ Ἐλβετοὶ ἀντιστάθησαν. Ὁ σχεδιασμὸς τῆς ἐπιχειρήσεως «Τάννενμπαουμ» ἐγκατελείφθη ὅταν ἐγένετο σαφὲς ὅτι ὁ ἐλβετικὸς στρατὸς θὰ ἀνθίστατο μέχρις ἐσχάτων εἰς τὰς Ἄλπεις. — [17, 1469, 213, 1560]
table-cell: 222 — [1265, 354, 1279, 363]
article-paragraph: Ἐπίσης ὁ κ. Παπανδρέου θὰ ὁμιλήσῃ περὶ τῆς ἐξωτερικῆς πολιτικῆς καὶ τοῦ Κυπριακοῦ, ὑπογραμμίζων ὅτι ἡ κυβέρνησις ἐπιδιώκει λύσεις ἐπὶ τῇ βάσει τῆς ὑπεύθυνου ἐνημερώσεως τοῦ λαοῦ. — [17, 500, 213, 557]
table-cell: 30,15 — [1330, 963, 1349, 973]
lottery-intro: Κατὰ τὴν χθεσινὴν κλήρωσιν τοῦ Ἐθνικοῦ Λαχείου ἐκέρδισαν οἱ κάτωθι ἀριθμοί: — [377, 1251, 513, 1296]
airgun-title: ΣΥΡΑΥΜΑΤΙΣΕΝ ΜΕ ΑΕΡΙΟΒΟΛΟΝ — [1165, 1038, 1351, 1053]
table-cell: 500.000 — [483, 1169, 512, 1179]
fx-row — [971, 1101, 1158, 1111]
headline-letters: ΕΠΙΣΤΟΛΑΙ — [378, 17, 547, 47]
table-cell: 640 — [1265, 278, 1279, 288]
table-cell: 25229 — [379, 1221, 401, 1231]
table-cell: 13860 — [379, 1231, 401, 1241]
table-cell: — — [1341, 423, 1349, 432]
economy-paragraph: ΝΕΑ ΥΟΡΚΗ, 15 Ἀπριλίου. Αἱ τιμαὶ τῶν μετάλλων: Χαλκὸς 36,00, Μόλυβδος 16,00, Ψευδάργυρος 14,50 σέντς κατὰ λίβραν. — [1165, 689, 1351, 721]
table-cell: 152,50 — [1051, 298, 1076, 307]
table-cell: 4,340 — [1083, 1071, 1103, 1081]
article-paragraph: Ἐπίσης ὁ κ. Παπανδρέου θὰ ὁμιλήσῃ περὶ τῆς ἐξωτερικῆς πολιτικῆς καὶ τοῦ Κυπριακοῦ, ὑπογραμμίζων ὅτι ἡ κυβέρνησις ἐπιδιώκει λύσεις ἐπὶ τῇ βάσει τῆς ὑπεύθυνου ἐνημερώσεως τοῦ λαοῦ. — [17, 631, 213, 688]
banks-table — [1165, 249, 1351, 338]
subheading: Η ΠΡΟΤΑΣΙΣ ΜΟΜΦΗΣ — [62, 391, 168, 403]
industry-row — [1165, 403, 1351, 414]
table-cell: — — [1304, 423, 1313, 432]
table-cell: — — [1341, 354, 1349, 363]
article-paragraph: Τὸ στρατηγεῖον τοῦ Στρατηγοῦ Γκιζὰν εἶχε προετοιμάσει τὸ λεγόμενον «Ρεντουί», τὸ ὀχυρωμένον κέντρον τῶν βουνῶν, ὅπου θὰ συνεκεντροῦτο ὁ στρατὸς ἐν περιπτώσει εἰσβολῆς. Αἱ γέφυραι καὶ αἱ σήραγγες ἦσαν ὑπονομευμέναι. — [17, 2222, 213, 2290]
table-cell: 5,842 — [1136, 1062, 1156, 1071]
table-cell: Φράγκα Γαλλ. — [1166, 984, 1215, 993]
table-cell: 4,213 — [1136, 1082, 1156, 1091]
table-cell: 84,50 — [1330, 974, 1349, 983]
drachma-row — [971, 424, 1158, 434]
table-header-row — [1165, 954, 1351, 964]
article-paragraph: Η ἀποθρασύνσις, ἐν τούτοις, τῆς κυβερνήσεως δὲν θὰ εἶναι ἁπλῶς μία ἀντιπαράθεσις, ἀλλὰ καὶ τῶν ἀναμενομένων προτάσεων. Ἡ πρότασις μομφῆς θὰ εἶναι ἡ βασικὴ κατηγορία κατὰ τῆς κυβερνήσεως διὰ τὴν ἀνεπάρκειαν αὐτῆς ἔναντι τῶν προβλημάτων τῆς χώρας καὶ τῆς ἀνυπαρξίας ἔργου. — [17, 1139, 213, 1230]
table-cell: 241 — [1298, 393, 1313, 403]
economy-paragraph: Τὴν προσεχῆ Τρίτην θὰ συζητηθῇ εἰς τὸ Ἐμπορικὸν Ἐπιμελητήριον τὸ πρόβλημα συγκεντρώσεως τῶν βιομηχανικῶν μονάδων. — [976, 810, 1153, 852]
bank-row — [1165, 309, 1351, 319]
article-paragraph: Κύριε Διευθυντά, θὰ ἤθελα νὰ παρακαλέσω νὰ μοῦ ἐπιτρέψετε διὰ τῶν στηλῶν σας νὰ ἐκθέσω ὡρισμένας παρατηρήσεις ἐπὶ τῆς καθυστερήσεως τῶν ἔργων εἰς τὴν περιοχήν μας. — [373, 733, 518, 813]
table-cell: — — [1147, 328, 1156, 337]
table-cell: 75330 — [489, 1221, 512, 1231]
table-cell: 125 — [1062, 278, 1076, 288]
table-cell: 590 — [1265, 318, 1279, 328]
table-cell: 7,513 — [1136, 1042, 1156, 1051]
table-cell: 47305 — [455, 1202, 478, 1211]
table-cell: — — [1341, 363, 1349, 373]
writers-trial-title: ΔΙΚΗ ΣΥΓΓΡΑΦΕΩΝ ΕΙΣ ΤΗΝ ΤΟΥΡΚΙΑΝ — [1165, 889, 1351, 904]
article-paragraph: Τρέλεβα 2775, Τσίφας Ἀνδρέας 2776, Παπαγεωργίου Μ. 2777, Νικολάου Χρ. 2778, Ζαχαρίου Ἀνδρ. 2779, Γεωργακόπουλος Π. 2780, Βασιλείου Κ. 2781, Κουτσοῦ Ἐ. 2782, Μιχαηλίδης Α. 2783, Σταθόπουλος Γ. 2784. — [650, 254, 766, 368]
article-paragraph: Ἐξ ἄλλου, ὁ κ. Καρφής ἐδήλωσεν ὅτι ἀνεγράφησαν εἰς τὸν Τύπον ἀνακριβεῖς πληροφορίαι περὶ τῆς ὑποθέσεως καὶ ὅτι τίθεται ἠθικὸν θέμα διὰ τοὺς ὑπευθύνους τῆς ἀνακρίσεως. — [650, 1048, 766, 1150]
article-paragraph: ἐπιστητοῦ καὶ τοῦ ἔργου του ἐξεπλάγησαν ἐπὶ μίαν αὐτοῦ τοῦ ἔργου, τὸ ὁποῖον ἀναφέρεται εἰς τὴν ἱστορίαν τῆς Ἑλλάδος ἀπὸ τῶν ἀρχαιοτάτων χρόνων μέχρι σήμερον. Ἡ ἱστοριογνωσία, ὡς ἐπιστήμη, ἀπαιτεῖ ἀκρίβειαν καὶ σεβασμὸν πρὸς τὰς πηγάς. — [775, 993, 964, 1073]
lottery-row — [377, 1170, 513, 1180]
table-header-cell — [971, 249, 1024, 260]
article-paragraph: Ὁ στρατηγὸς Γκιζάν ἐδήλωσε τότε: «Ἡ Ἐλβετία θὰ ὑπερασπισθῇ καὶ τὸ τελευταῖον τετραγωνικὸν μέτρον τοῦ ἐδάφους της». — [221, 1679, 364, 1735]
article-paragraph: θηκε νὰ ὀργανώσῃ στὸν ἀγῶνα τῆς Καμπέριου τῆς Γερμανίας καὶ τῶν κατεχομένων χωρῶν. Οἱ Ἐλβετοὶ ἀντιστάθησαν. Ὁ σχεδιασμὸς τῆς ἐπιχειρήσεως «Τάννενμπαουμ» ἐγκατελείφθη ὅταν ἐγένετο σαφὲς ὅτι ὁ ἐλβετικὸς στρατὸς θὰ ἀνθίστατο μέχρις ἐσχάτων εἰς τὰς Ἄλπεις. — [17, 1634, 213, 1724]
loan-row — [971, 269, 1158, 279]
table-cell: Ἀθηνῶν — [1166, 318, 1194, 328]
article-paragraph: Εἰς τὸ φύλλον τῆς ὑμετέρας ἐφημερίδος ἐδημοσιεύθη ἐπιστολή, εἰς τὴν ὁποίαν γίνεται λόγος περὶ τῶν δημοτικῶν ἔργων τῆς πόλεως. Ἐπιθυμῶ νὰ διευκρινίσω ὅτι ὅλα τὰ ἔργα ἐκτελοῦνται συμφώνως πρὸς τὸ ἐγκεκριμένον πρόγραμμα καὶ αἱ πιστώσεις ἔχουν ἐξασφαλισθῆ. — [373, 220, 518, 333]
trial-box — [775, 1775, 964, 1840]
loan-row — [971, 288, 1158, 299]
loan-row — [971, 358, 1158, 368]
table-cell: 96 — [1067, 328, 1076, 337]
table-cell: — — [1147, 377, 1156, 386]
table-cell: 44814 — [441, 1159, 464, 1168]
table-header-cell: Προηγούμ. — [1033, 249, 1069, 258]
article-paragraph: πάθεσιν καὶ ἐκτέθεσαν ἐκ τῶν πραγμάτων εἰς τὸν κίνδυνον. Οἱ μάρτυρες ἐδήλωσαν ὅτι οὐδέποτε εἶδον τὸν κατηγορούμενον εἰς τὸν τόπον τοῦ ἐγκλήματος καὶ διαψεύδουν κατηγορηματικῶς τὰς καταθέσεις τῆς ἀστυνομίας. — [650, 1949, 766, 2074]
banknote-row — [1165, 1003, 1351, 1014]
letters-subtitle: ΠΡΟΣ ΤΗΝ «ΕΛΕΥΘΕΡΙΑΝ» — [373, 55, 518, 69]
article-paragraph: Ἐξ ἄλλου, ὁ κ. Καρφής ἐδήλωσεν ὅτι ἀνεγράφησαν εἰς τὸν Τύπον ἀνακριβεῖς πληροφορίαι περὶ τῆς ὑποθέσεως καὶ ὅτι τίθεται ἠθικὸν θέμα διὰ τοὺς ὑπευθύνους τῆς ἀνακρίσεως. — [650, 2453, 766, 2555]
table-cell: 1966 ΔΕΗ — [973, 318, 1009, 328]
subheading: ΤΑ ΠΕΡΙ ΥΠΟΥΡΓΟΠΟΙΗΣΕΩΝ — [223, 654, 363, 665]
column-rule — [967, 49, 968, 1939]
table-cell: — — [1301, 278, 1309, 288]
table-cell: 1953 Ἀναπ. — [973, 423, 1014, 432]
industry-row — [1165, 384, 1351, 394]
article-paragraph: Ὁ ἀρχηγὸς τῆς ΕΡΕ κ. Π. Κανελλόπουλος ἐδήλωσεν ὅτι ἡ ὑπόθεσις πρέπει νὰ διαλευκανθῇ πλήρως καὶ ὅτι ἡ ἀντιπολίτευσις θὰ παρακολουθήσῃ στενῶς τὰς ἐξελίξεις. — [650, 1152, 766, 1243]
